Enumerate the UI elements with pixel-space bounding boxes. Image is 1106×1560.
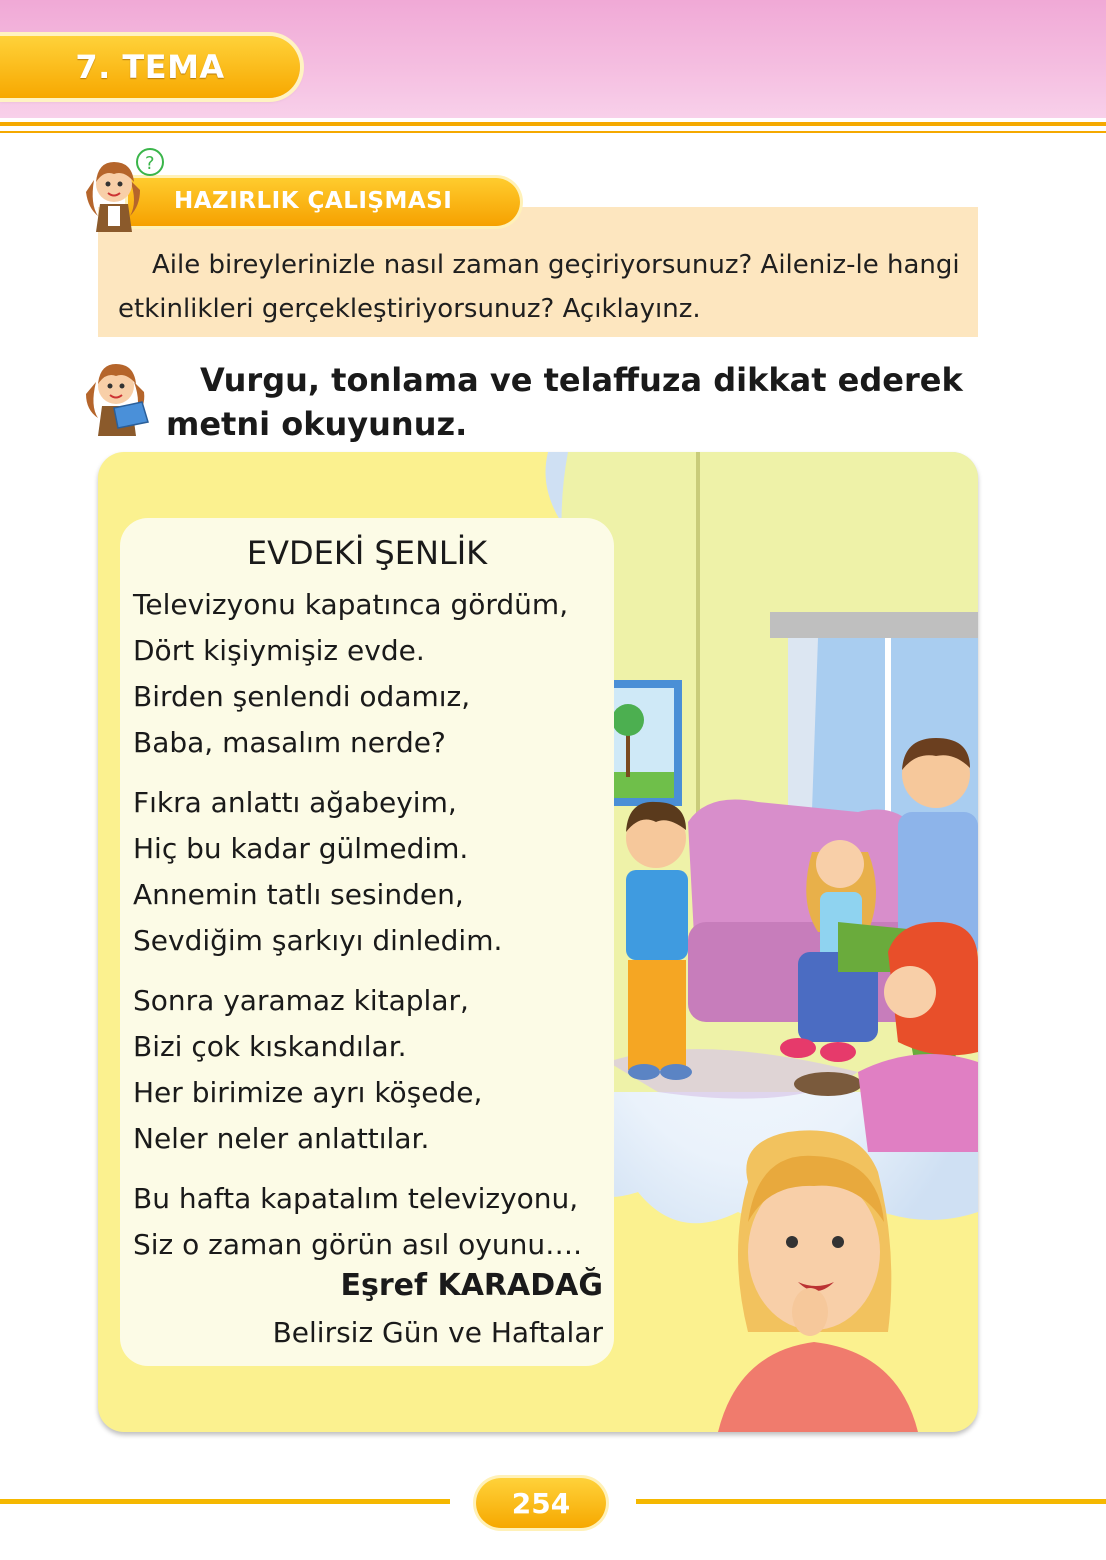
poem-line: Bizi çok kıskandılar. bbox=[133, 1030, 407, 1063]
poem-line: Siz o zaman görün asıl oyunu…. bbox=[133, 1228, 582, 1261]
footer-rule-right bbox=[636, 1499, 1106, 1504]
poem-author: Eşref KARADAĞ bbox=[340, 1268, 603, 1303]
thinking-girl-icon bbox=[80, 146, 170, 232]
reading-girl-icon bbox=[80, 356, 170, 436]
preparation-title: HAZIRLIK ÇALIŞMASI bbox=[174, 188, 453, 214]
poem-stanza-1 bbox=[133, 582, 568, 766]
header-rule bbox=[0, 122, 1106, 126]
theme-badge bbox=[0, 36, 300, 98]
theme-label: 7. TEMA bbox=[75, 48, 225, 86]
poem-line: Fıkra anlattı ağabeyim, bbox=[133, 786, 457, 819]
poem-line: Sevdiğim şarkıyı dinledim. bbox=[133, 924, 503, 957]
poem-line: Annemin tatlı sesinden, bbox=[133, 878, 464, 911]
preparation-banner bbox=[128, 178, 520, 226]
poem-title: EVDEKİ ŞENLİK bbox=[246, 534, 488, 572]
poem-line: Neler neler anlattılar. bbox=[133, 1122, 430, 1155]
footer-rule-left bbox=[0, 1499, 450, 1504]
header-rule-thin bbox=[0, 131, 1106, 133]
preparation-text: Aile bireylerinizle nasıl zaman geçiriyorsunuz? Aileniz-le hangi etkinlikleri gerçekleştiriyorsunuz? Açıklayınz. bbox=[118, 250, 960, 324]
svg-text:?: ? bbox=[145, 153, 155, 174]
poem-stanza-3 bbox=[133, 978, 482, 1162]
poem-line: Her birimize ayrı köşede, bbox=[133, 1076, 483, 1109]
poem-line: Televizyonu kapatınca gördüm, bbox=[133, 588, 569, 621]
page-number-badge bbox=[476, 1478, 606, 1528]
page-number: 254 bbox=[511, 1486, 571, 1520]
poem-source: Belirsiz Gün ve Haftalar bbox=[272, 1316, 603, 1349]
poem-line: Bu hafta kapatalım televizyonu, bbox=[133, 1182, 579, 1215]
poem-stanza-2 bbox=[133, 780, 502, 964]
preparation-box bbox=[98, 207, 978, 337]
poem-line: Baba, masalım nerde? bbox=[133, 726, 446, 759]
reading-instruction: Vurgu, tonlama ve telaffuza dikkat ederek metni okuyunuz. bbox=[166, 361, 963, 443]
poem-line: Hiç bu kadar gülmedim. bbox=[133, 832, 469, 865]
poem-line: Sonra yaramaz kitaplar, bbox=[133, 984, 469, 1017]
poem-stanza-4 bbox=[133, 1176, 582, 1268]
poem-line: Birden şenlendi odamız, bbox=[133, 680, 471, 713]
poem-line: Dört kişiymişiz evde. bbox=[133, 634, 425, 667]
